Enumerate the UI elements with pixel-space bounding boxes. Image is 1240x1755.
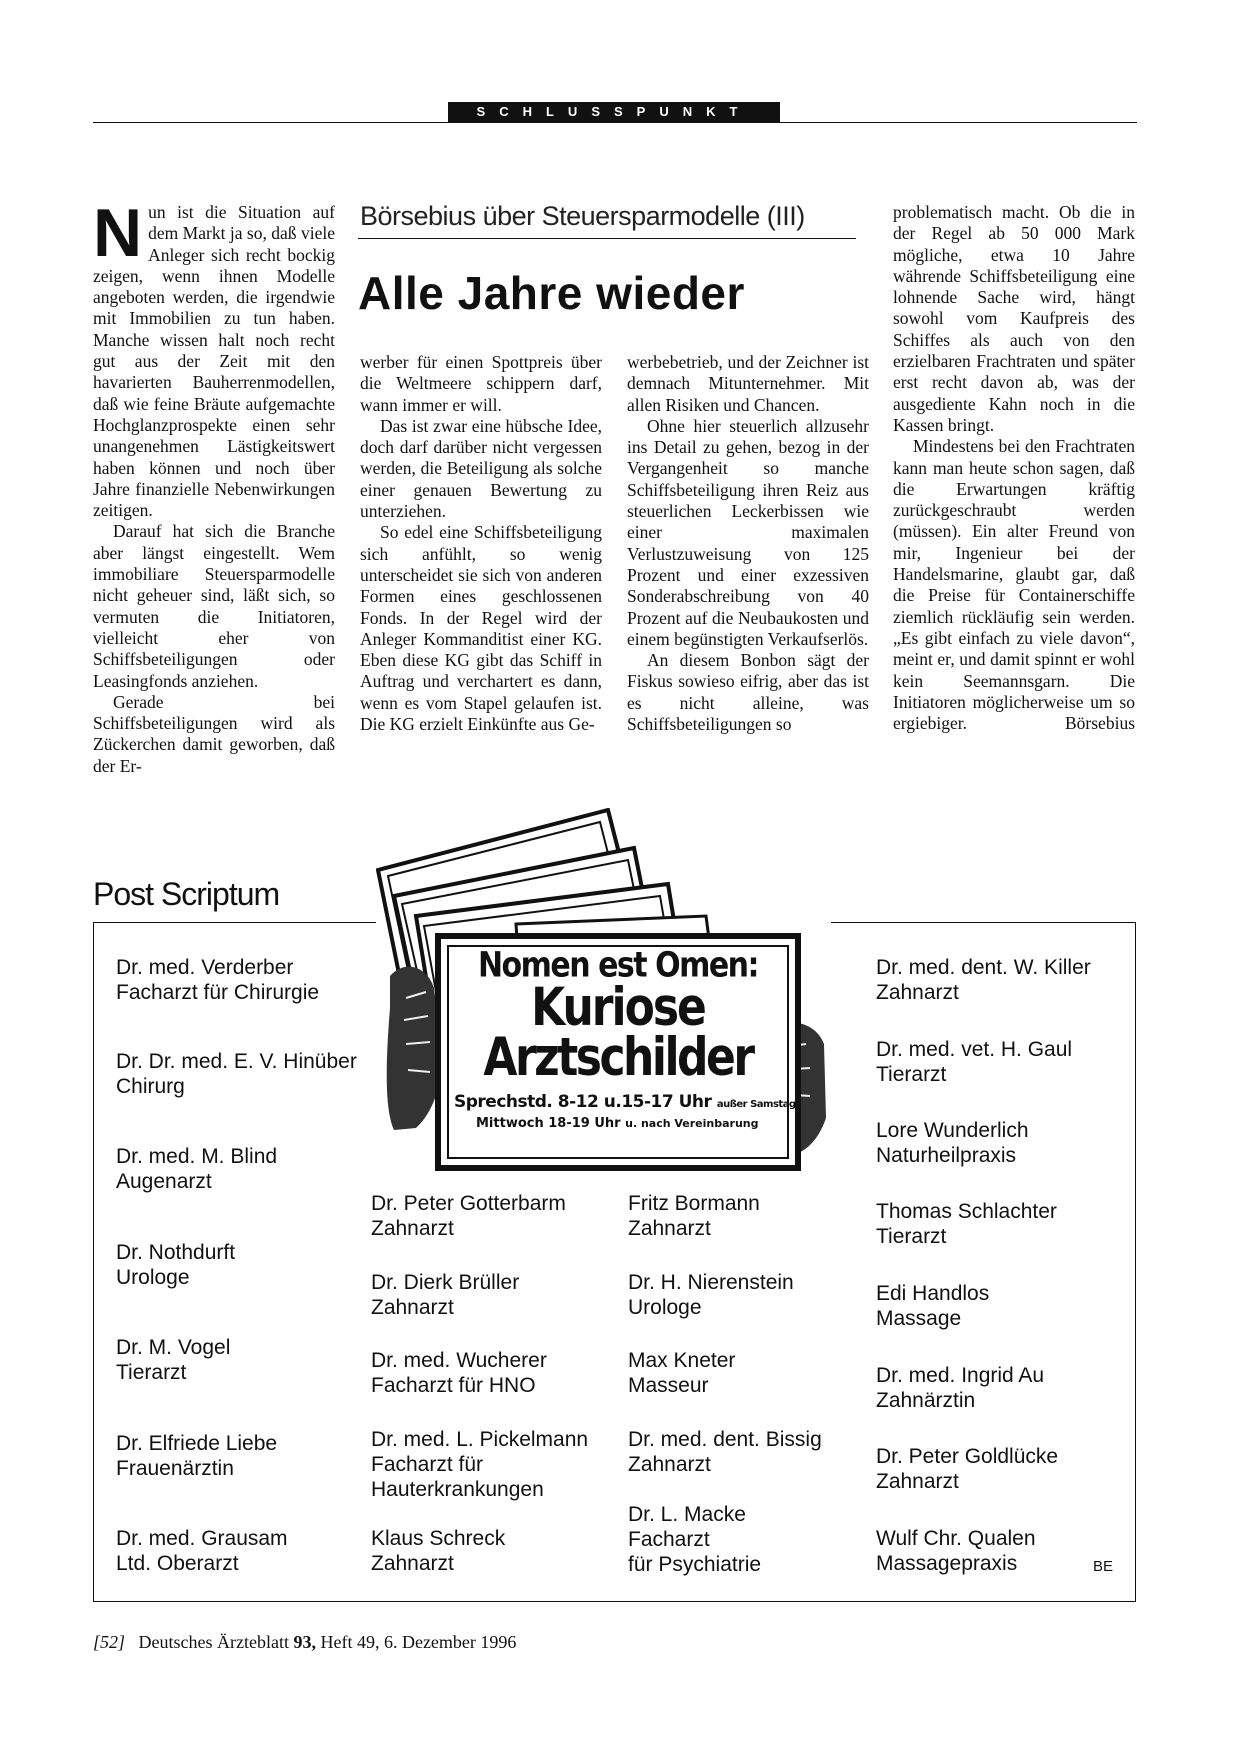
- listing-entry: Dr. Dierk Brüller Zahnarzt: [371, 1271, 520, 1319]
- listing-entry: Dr. Peter Goldlücke Zahnarzt: [876, 1445, 1059, 1493]
- journal-name: Deutsches Ärzteblatt: [138, 1632, 289, 1652]
- author-initials: BE: [1093, 1558, 1114, 1575]
- article-column-3: [627, 352, 869, 735]
- paragraph: Ohne hier steuerlich allzusehr ins Detail zu gehen, bezog in der Vergangenheit so manche Schiffsbeteiligung ihren Reiz aus steuerlichen Leckerbissen wie einer maximalen Verlustzuweisung von 125 Prozent und einer exzessiven Sonderabschreibung von 40 Prozent auf die Neubaukosten und einem begünstigten Verkaufserlös.: [627, 415, 869, 649]
- journal-issue: Heft 49, 6. Dezember 1996: [320, 1632, 517, 1652]
- listing-entry: Dr. M. Vogel Tierarzt: [116, 1336, 231, 1384]
- journal-volume: 93,: [293, 1632, 316, 1652]
- listing-entry: Dr. med. dent. Bissig Zahnarzt: [628, 1428, 822, 1476]
- paragraph: Nun ist die Situation auf dem Markt ja so, daß viele Anleger sich recht bockig zeigen, wenn ihnen Modelle angeboten werden, die irgendwie mit Immobilien zu tun haben. Manche wissen halt noch recht gut aus der Zeit mit den havarierten Bauherrenmodellen, daß wie feine Bräute aufgemachte Hochglanzprospekte einen sehr unangenehmen Lästigkeitswert haben können und noch über Jahre finanzielle Nebenwirkungen zeitigen.: [93, 195, 335, 521]
- sign-illustration-area: [376, 808, 831, 1174]
- listing-entry: Dr. H. Nierenstein Urologe: [628, 1271, 794, 1319]
- kicker-rule: [358, 238, 856, 239]
- listing-entry: Dr. med. Grausam Ltd. Oberarzt: [116, 1527, 288, 1575]
- article-column-2: [360, 352, 602, 735]
- article-column-4: [893, 202, 1135, 734]
- paragraph: An diesem Bonbon sägt der Fiskus sowieso eifrig, aber das ist es nicht alleine, was Schiffsbeteiligungen so: [627, 650, 869, 735]
- sign-line-3: Arztschilder: [483, 1026, 753, 1089]
- listing-entry: Dr. L. Macke Facharzt für Psychiatrie: [628, 1503, 762, 1576]
- sign-line-4: Sprechstd. 8-12 u.15-17 Uhr außer Samstag: [454, 1092, 796, 1112]
- article-column-1: [93, 195, 335, 777]
- listing-entry: Thomas Schlachter Tierarzt: [876, 1200, 1057, 1248]
- sign-line-2: Kuriose: [531, 976, 705, 1039]
- listing-entry: Dr. Dr. med. E. V. Hinüber Chirurg: [116, 1050, 357, 1098]
- listing-entry: Dr. Nothdurft Urologe: [116, 1241, 236, 1289]
- listing-entry: Dr. med. Wucherer Facharzt für HNO: [371, 1349, 547, 1397]
- article-kicker: Börsebius über Steuersparmodelle (III): [360, 201, 805, 231]
- page-footer: [93, 1632, 516, 1653]
- paragraph: Gerade bei Schiffsbeteiligungen wird als Zückerchen damit geworben, daß der Er-: [93, 691, 335, 776]
- listing-entry: Dr. med. M. Blind Augenarzt: [116, 1145, 278, 1193]
- listing-entry: Dr. med. dent. W. Killer Zahnarzt: [876, 956, 1091, 1004]
- header-rule: [93, 122, 1137, 123]
- listing-entry: Dr. Elfriede Liebe Frauenärztin: [116, 1432, 278, 1480]
- author-signature: Börsebius: [1065, 713, 1135, 734]
- page-number: [52]: [93, 1632, 126, 1652]
- listing-entry: Klaus Schreck Zahnarzt: [371, 1527, 506, 1575]
- paragraph: So edel eine Schiffsbeteiligung sich anfühlt, so wenig unterscheidet sie sich von anderen Formen eines geschlossenen Fonds. In der Regel wird der Anleger Kommanditist einer KG. Eben diese KG gibt das Schiff in Auftrag und verchartert es dann, wenn es vom Stapel gelaufen ist. Die KG erzielt Einkünfte aus Ge-: [360, 522, 602, 735]
- article-headline: Alle Jahre wieder: [358, 267, 745, 319]
- listing-entry: Dr. med. vet. H. Gaul Tierarzt: [876, 1038, 1073, 1086]
- paragraph: werber für einen Spottpreis über die Weltmeere schippern darf, wann immer er will.: [360, 352, 602, 415]
- paragraph: werbebetrieb, und der Zeichner ist demnach Mitunternehmer. Mit allen Risiken und Chancen.: [627, 352, 869, 415]
- paragraph: Das ist zwar eine hübsche Idee, doch darf darüber nicht vergessen werden, die Beteiligung als solche einer genauen Bewertung zu unterziehen.: [360, 415, 602, 522]
- paragraph: Mindestens bei den Frachtraten kann man heute schon sagen, daß die Erwartungen kräftig zurückgeschraubt werden (müssen). Ein alter Freund von mir, Ingenieur bei der Handelsmarine, glaubt gar, daß die Preise für Containerschiffe ziemlich rückläufig sein werden. „Es gibt einfach zu viele davon“, meint er, und damit spinnt er wohl kein Seemannsgarn. Die Initiatoren möglicherweise um so ergiebiger. Börsebius: [893, 436, 1135, 734]
- listing-entry: Max Kneter Masseur: [628, 1349, 736, 1397]
- listing-entry: Dr. med. Verderber Facharzt für Chirurgie: [116, 956, 320, 1004]
- listing-entry: Dr. Peter Gotterbarm Zahnarzt: [371, 1192, 566, 1240]
- listing-entry: Dr. med. Ingrid Au Zahnärztin: [876, 1364, 1045, 1412]
- listing-entry: Lore Wunderlich Naturheilpraxis: [876, 1119, 1029, 1167]
- sign-line-1: Nomen est Omen:: [477, 945, 759, 986]
- listing-entry: Wulf Chr. Qualen Massagepraxis: [876, 1527, 1036, 1575]
- paragraph: Darauf hat sich die Branche aber längst eingestellt. Wem immobiliare Steuersparmodelle nicht geheuer sind, läßt sich, so vermuten die Initiatoren, vielleicht eher von Schiffsbeteiligungen oder Leasingfonds anziehen.: [93, 521, 335, 691]
- listing-entry: Fritz Bormann Zahnarzt: [628, 1192, 760, 1240]
- section-label: SCHLUSSPUNKT: [448, 102, 780, 122]
- sign-line-5: Mittwoch 18-19 Uhr u. nach Vereinbarung: [476, 1116, 759, 1131]
- postscriptum-title: Post Scriptum: [93, 876, 280, 912]
- listing-entry: Dr. med. L. Pickelmann Facharzt für Hauterkrankungen: [371, 1428, 589, 1501]
- listing-entry: Edi Handlos Massage: [876, 1282, 990, 1330]
- paragraph: problematisch macht. Ob die in der Regel ab 50 000 Mark mögliche, etwa 10 Jahre währende Schiffsbeteiligung eine lohnende Sache wird, hängt sowohl vom Kaufpreis des Schiffes als auch von den erzielbaren Frachtraten und später erst recht davon ab, was der ausgediente Kahn noch in die Kassen bringt.: [893, 202, 1135, 435]
- drop-cap: N: [93, 195, 143, 271]
